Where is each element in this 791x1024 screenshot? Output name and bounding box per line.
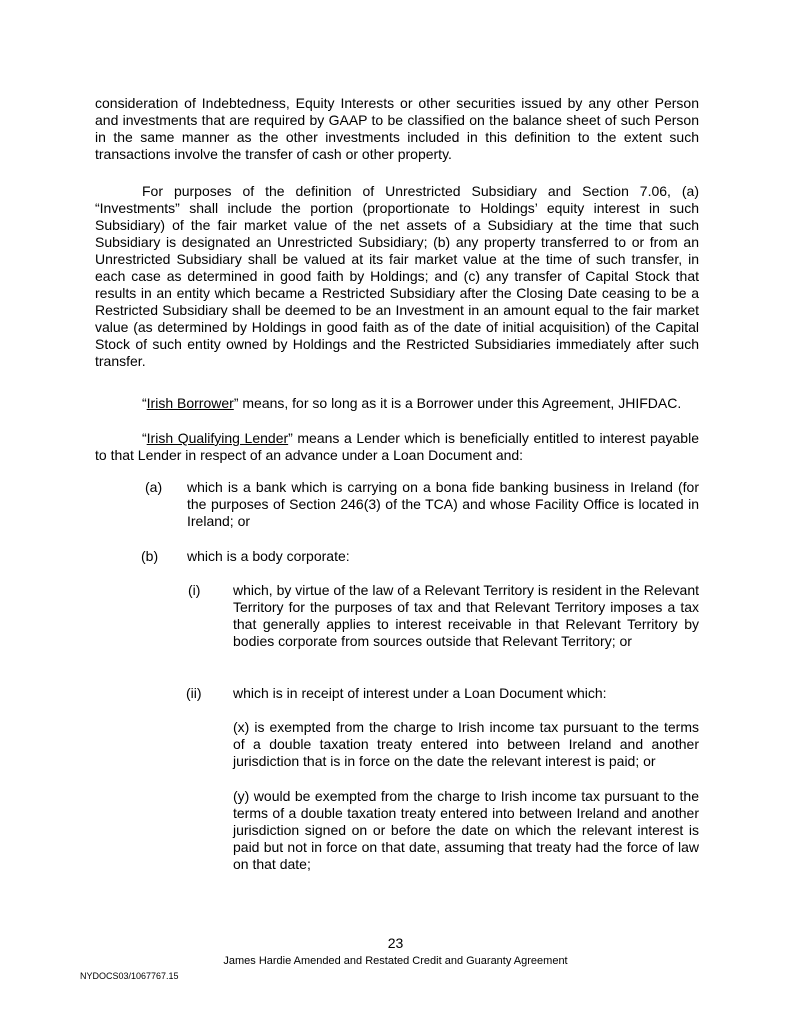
document-id: NYDOCS03/1067767.15 [80,971,179,981]
item-a-label: (a) [145,479,163,495]
page-number: 23 [387,935,404,951]
defined-term-irish-borrower: Irish Borrower [146,395,234,411]
item-b-ii-text: which is in receipt of interest under a Loan Document which: [233,685,607,701]
item-x-text: (x) is exempted from the charge to Irish income tax pursuant to the terms of a double taxation treaty entered into between Ireland and another jurisdiction that is in force on the date the relevant interest is paid; or [233,719,699,769]
paragraph-purposes: For purposes of the definition of Unrestricted Subsidiary and Section 7.06, (a) “Investments” shall include the portion (proportionate to Holdings’ equity interest in such Subsidiary) of the fair market value of the net assets of a Subsidiary at the time that such Subsidiary is designated an Unrestricted Subsidiary; (b) any property transferred to or from an Unrestricted Subsidiary shall be valued at its fair market value at the time of such transfer, in each case as determined in good faith by Holdings; and (c) any transfer of Capital Stock that results in an entity which became a Restricted Subsidiary after the Closing Date ceasing to be a Restricted Subsidiary shall be deemed to be an Investment in an amount equal to the fair market value (as determined by Holdings in good faith as of the date of initial acquisition) of the Capital Stock of such entity owned by Holdings and the Restricted Subsidiaries immediately after such transfer. [95,183,699,369]
footer-title: James Hardie Amended and Restated Credit and Guaranty Agreement [223,955,568,967]
open-quote: “ [142,430,147,446]
item-b-label: (b) [141,548,159,564]
defined-term-irish-qualifying-lender: Irish Qualifying Lender [146,430,289,446]
item-b-i-text: which, by virtue of the law of a Relevant Territory is resident in the Relevant Territory for the purposes of tax and that Relevant Territory imposes a tax that generally applies to interest receivable in that Relevant Territory by bodies corporate from sources outside that Relevant Territory; or [233,582,699,649]
item-b-ii-label: (ii) [186,685,202,701]
definition-text: ” means a Lender which is beneficially entitled to interest payable to that Lender in respect of an advance under a Loan Document and: [95,430,699,463]
definition-irish-qualifying-lender [95,430,699,464]
item-a-text: which is a bank which is carrying on a bona fide banking business in Ireland (for the purposes of Section 246(3) of the TCA) and whose Facility Office is located in Ireland; or [187,479,699,529]
item-b-i-label: (i) [188,582,201,598]
definition-irish-borrower [95,395,699,412]
paragraph-investments-continued: consideration of Indebtedness, Equity Interests or other securities issued by any other Person and investments that are required by GAAP to be classified on the balance sheet of such Person in the same manner as the other investments included in this definition to the extent such transactions involve the transfer of cash or other property. [95,95,699,162]
definition-text: ” means, for so long as it is a Borrower under this Agreement, JHIFDAC. [233,395,682,411]
open-quote: “ [142,395,147,411]
item-b-text: which is a body corporate: [187,548,350,564]
item-y-text: (y) would be exempted from the charge to Irish income tax pursuant to the terms of a double taxation treaty entered into between Ireland and another jurisdiction signed on or before the date on which the relevant interest is paid but not in force on that date, assuming that treaty had the force of law on that date; [233,788,699,872]
